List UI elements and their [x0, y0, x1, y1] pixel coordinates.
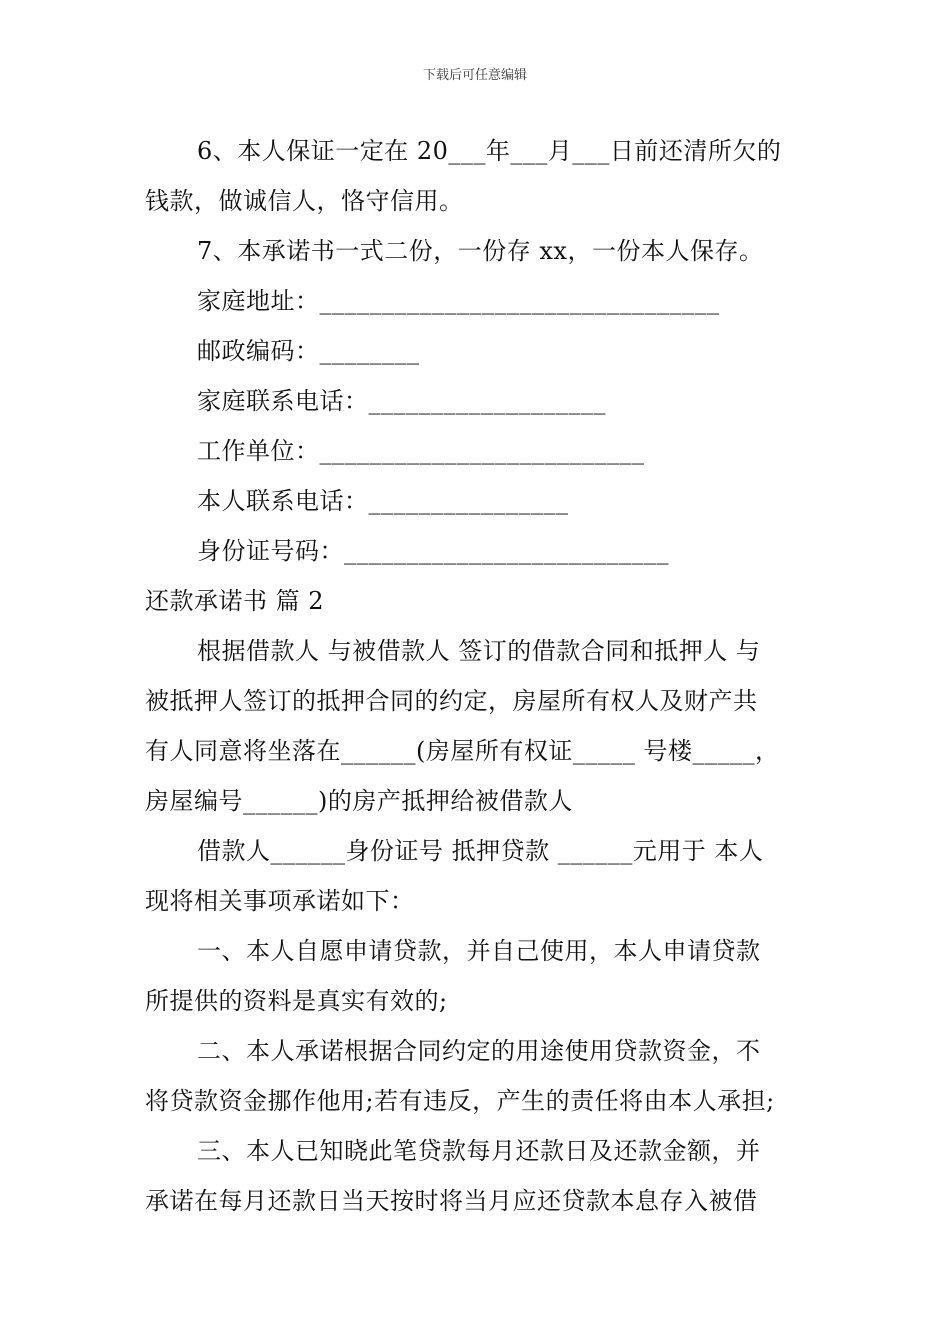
promise-1-line-1: 一、本人自愿申请贷款，并自己使用，本人申请贷款: [197, 937, 761, 965]
page-header: 下载后可任意编辑: [422, 68, 527, 83]
personal-phone-field: 本人联系电话：________________: [197, 487, 569, 515]
loan-paragraph-line-1: 借款人______身份证号 抵押贷款 ______元用于 本人: [197, 837, 764, 865]
loan-paragraph-line-2: 现将相关事项承诺如下：: [145, 887, 415, 915]
clause-6-line-2: 钱款，做诚信人，恪守信用。: [145, 187, 464, 215]
employer-field: 工作单位：__________________________: [197, 437, 645, 465]
intro-paragraph-line-2: 被抵押人签订的抵押合同的约定，房屋所有权人及财产共: [145, 687, 758, 715]
section-title: 还款承诺书 篇 2: [145, 587, 325, 615]
home-address-field: 家庭地址：________________________________: [197, 287, 720, 315]
promise-2-line-2: 将贷款资金挪作他用;若有违反，产生的责任将由本人承担;: [145, 1087, 775, 1115]
promise-2-line-1: 二、本人承诺根据合同约定的用途使用贷款资金，不: [197, 1037, 761, 1065]
postal-code-field: 邮政编码：________: [197, 337, 420, 365]
promise-3-line-1: 三、本人已知晓此笔贷款每月还款日及还款金额，并: [197, 1137, 761, 1165]
intro-paragraph-line-1: 根据借款人 与被借款人 签订的借款合同和抵押人 与: [197, 637, 761, 665]
id-number-field: 身份证号码：__________________________: [197, 537, 669, 565]
promise-1-line-2: 所提供的资料是真实有效的;: [145, 987, 448, 1015]
document-body: [145, 126, 815, 1226]
intro-paragraph-line-3: 有人同意将坐落在______(房屋所有权证_____ 号楼_____，: [145, 737, 780, 765]
promise-3-line-2: 承诺在每月还款日当天按时将当月应还贷款本息存入被借: [145, 1187, 758, 1215]
home-phone-field: 家庭联系电话：___________________: [197, 387, 606, 415]
clause-7: 7、本承诺书一式二份，一份存 xx，一份本人保存。: [197, 237, 764, 265]
intro-paragraph-line-4: 房屋编号______)的房产抵押给被借款人: [145, 787, 573, 815]
clause-6-line-1: 6、本人保证一定在 20___年___月___日前还清所欠的: [197, 137, 782, 165]
